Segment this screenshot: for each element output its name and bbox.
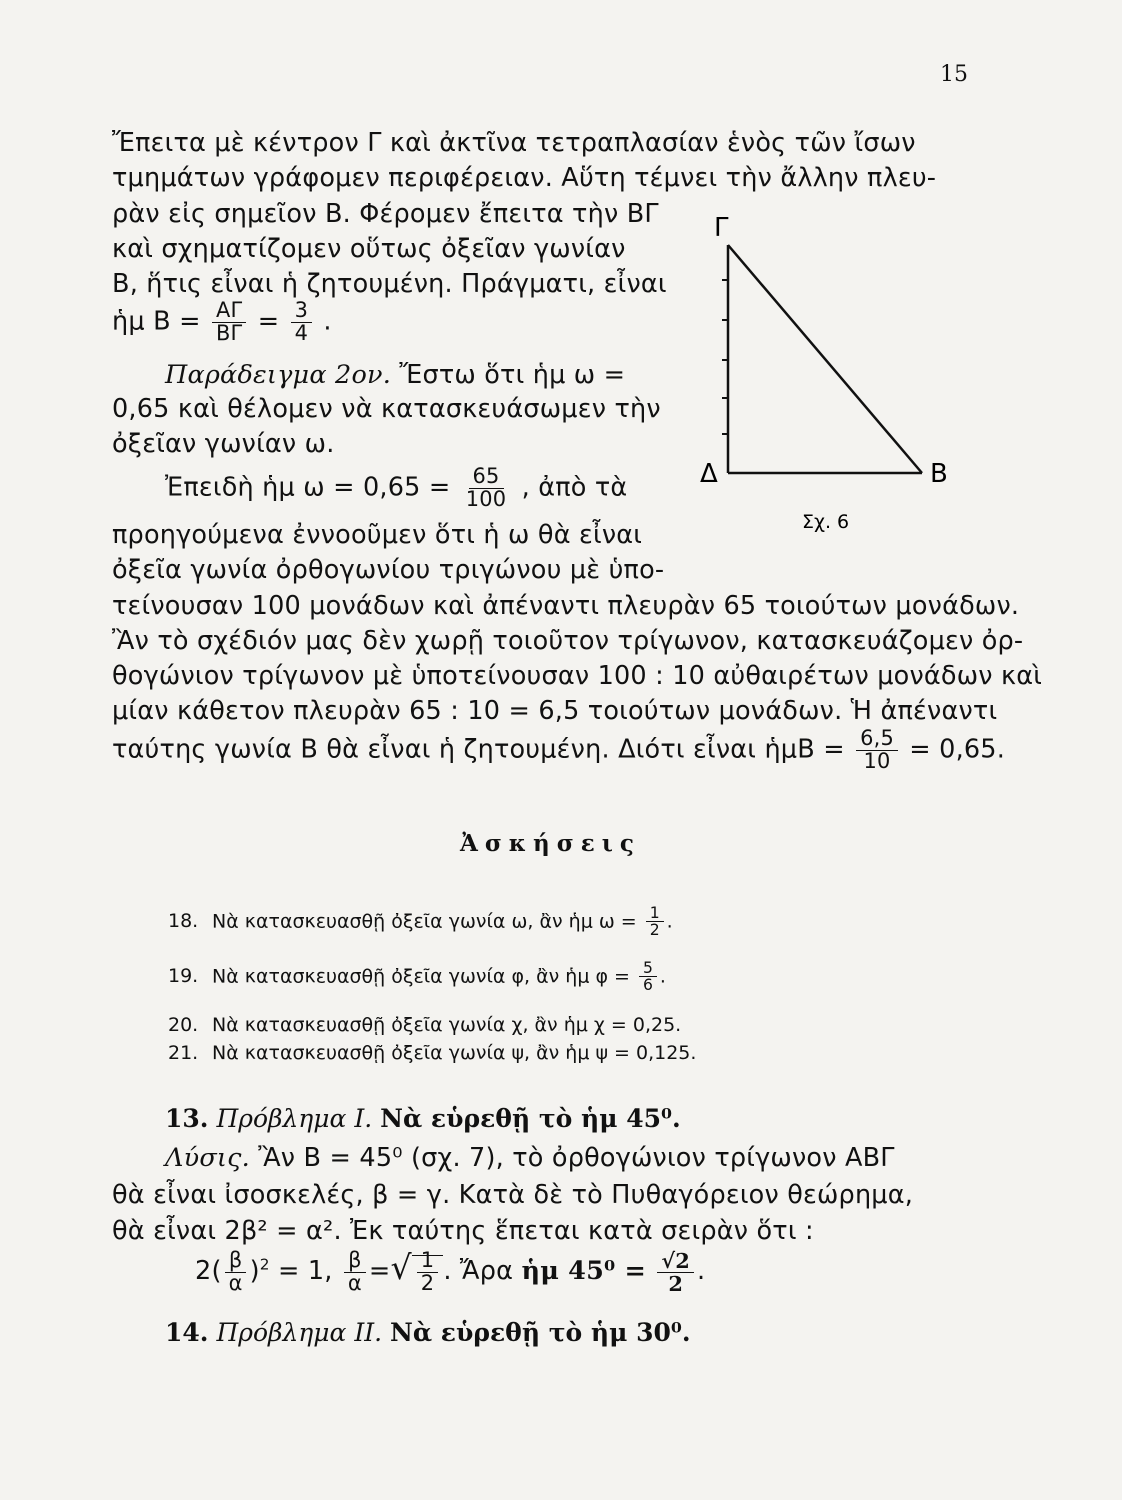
fraction-numerator: 6,5: [856, 728, 898, 751]
fraction-numerator: β: [344, 1250, 366, 1273]
fraction: [212, 300, 246, 345]
formula-text: = 1,: [277, 1256, 333, 1286]
figure-6: [690, 200, 980, 540]
solution-label: Λύσις.: [165, 1143, 250, 1173]
text-line: προηγούμενα ἐννοοῦμεν ὅτι ἡ ω θὰ εἶναι: [112, 520, 643, 550]
figure-caption: Σχ. 6: [802, 511, 850, 533]
exercise-text: Νὰ κατασκευασθῇ ὀξεῖα γωνία ψ, ἂν ἡμ ψ = 0,125.: [212, 1042, 697, 1064]
exercise-19: [168, 960, 666, 994]
problem-number: 14.: [165, 1318, 209, 1347]
fraction-numerator: 65: [469, 466, 504, 489]
exercise-text: Νὰ κατασκευασθῇ ὀξεῖα γωνία χ, ἂν ἡμ χ = 0,25.: [212, 1014, 682, 1036]
formula-line: [112, 728, 1005, 773]
fraction-denominator: 2: [420, 1270, 435, 1295]
text-line: θογώνιον τρίγωνον μὲ ὑποτείνουσαν 100 : 10 αὐθαιρέτων μονάδων καὶ: [112, 661, 1043, 691]
fraction-denominator: 4: [294, 320, 309, 345]
formula-line: [165, 466, 627, 511]
problem-13-heading: [165, 1104, 681, 1133]
text-line: θὰ εἶναι 2β² = α². Ἐκ ταύτης ἕπεται κατὰ σειρὰν ὅτι :: [112, 1216, 814, 1246]
paren-open: (: [211, 1256, 222, 1286]
fraction: [291, 300, 313, 345]
fraction-numerator: 5: [639, 960, 657, 977]
fraction: [639, 960, 657, 994]
example-text: Ἔστω ὅτι ἡμ ω =: [399, 360, 626, 390]
exercises-heading: Ἀσκήσεις: [460, 830, 641, 857]
fraction-numerator: β: [225, 1250, 247, 1273]
fraction-denominator: 2: [649, 921, 660, 940]
solution-line: [165, 1143, 895, 1173]
fraction-numerator: 3: [291, 300, 313, 323]
fraction-numerator: ΑΓ: [212, 300, 246, 323]
text-line: ὀξεῖαν γωνίαν ω.: [112, 429, 335, 459]
fraction-denominator: 10: [863, 748, 891, 773]
equals-sign: =: [368, 1256, 391, 1286]
problem-title: Νὰ εὑρεθῇ τὸ ἡμ 30⁰.: [390, 1318, 691, 1347]
fraction: [657, 1247, 694, 1296]
equals-sign: =: [257, 306, 280, 337]
formula-line: [195, 1248, 705, 1294]
fraction: [856, 728, 898, 773]
fraction-numerator: 1: [646, 905, 664, 922]
example-label: Παράδειγμα 2ον.: [165, 360, 392, 390]
text-line: Ἔπειτα μὲ κέντρον Γ καὶ ἀκτῖνα τετραπλασίαν ἑνὸς τῶν ἴσων: [112, 128, 916, 158]
triangle-diagram: [690, 200, 980, 540]
vertex-label-beta: Β: [930, 459, 948, 489]
exercise-21: [168, 1042, 696, 1064]
page-number: 15: [940, 62, 968, 87]
text-line: Ἂν τὸ σχέδιόν μας δὲν χωρῇ τοιοῦτον τρίγωνον, κατασκευάζομεν ὀρ-: [112, 626, 1024, 656]
sqrt-radicand: [412, 1247, 444, 1295]
exercise-number: 18.: [168, 910, 199, 933]
fraction-denominator: α: [347, 1270, 362, 1295]
fraction-numerator: 1: [417, 1250, 439, 1273]
text-line: θὰ εἶναι ἰσοσκελές, β = γ. Κατὰ δὲ τὸ Πυθαγόρειον θεώρημα,: [112, 1180, 914, 1210]
fraction-denominator: 100: [465, 486, 507, 511]
fraction-numerator: √2: [657, 1250, 694, 1273]
problem-title: Νὰ εὑρεθῇ τὸ ἡμ 45⁰.: [380, 1104, 681, 1133]
text-line: Β, ἥτις εἶναι ἡ ζητουμένη. Πράγματι, εἶναι: [112, 269, 667, 299]
problem-number: 13.: [165, 1104, 209, 1133]
exercise-text: Νὰ κατασκευασθῇ ὀξεῖα γωνία φ, ἂν ἡμ φ =: [212, 965, 630, 988]
formula-prefix: Ἐπειδὴ ἡμ ω = 0,65 =: [165, 472, 451, 503]
fraction-denominator: α: [228, 1270, 243, 1295]
sqrt-sign: √: [390, 1248, 412, 1287]
text-line: τμημάτων γράφομεν περιφέρειαν. Αὕτη τέμνει τὴν ἄλλην πλευ-: [112, 163, 937, 193]
text-line: μίαν κάθετον πλευρὰν 65 : 10 = 6,5 τοιούτων μονάδων. Ἡ ἀπέναντι: [112, 696, 998, 726]
formula-text: . Ἄρα: [443, 1256, 514, 1286]
fraction: [417, 1247, 439, 1295]
exercise-text: Νὰ κατασκευασθῇ ὀξεῖα γωνία ω, ἂν ἡμ ω =: [212, 910, 637, 933]
example-line: [165, 360, 625, 390]
formula-result: ἡμ 45⁰ =: [521, 1256, 647, 1286]
period: .: [697, 1256, 706, 1286]
problem-label: Πρόβλημα Ι.: [216, 1104, 373, 1133]
period: .: [659, 965, 666, 988]
exercise-18: [168, 905, 673, 939]
fraction-denominator: ΒΓ: [215, 320, 243, 345]
vertex-label-gamma: Γ: [714, 213, 729, 243]
exponent: 2: [259, 1255, 270, 1274]
formula-prefix: ταύτης γωνία Β θὰ εἶναι ἡ ζητουμένη. Διότι εἶναι ἡμΒ =: [112, 734, 845, 765]
exercise-number: 19.: [168, 965, 199, 988]
exercise-number: 21.: [168, 1042, 199, 1064]
fraction: [225, 1247, 247, 1295]
text-line: καὶ σχηματίζομεν οὕτως ὀξεῖαν γωνίαν: [112, 234, 626, 264]
formula-suffix: , ἀπὸ τὰ: [521, 472, 628, 503]
period: .: [666, 910, 673, 933]
text-line: τείνουσαν 100 μονάδων καὶ ἀπέναντι πλευρὰν 65 τοιούτων μονάδων.: [112, 591, 1020, 621]
vertex-label-delta: Δ: [700, 459, 718, 489]
text-line: ρὰν εἰς σημεῖον Β. Φέρομεν ἔπειτα τὴν ΒΓ: [112, 199, 659, 229]
fraction: [646, 905, 664, 939]
text-line: 0,65 καὶ θέλομεν νὰ κατασκευάσωμεν τὴν: [112, 394, 661, 424]
fraction-denominator: 2: [668, 1270, 684, 1296]
formula-coefficient: 2: [195, 1256, 212, 1286]
paren-close: ): [249, 1256, 260, 1286]
fraction: [344, 1247, 366, 1295]
period: .: [323, 306, 332, 337]
hypotenuse: [728, 245, 922, 473]
formula-line: [112, 300, 332, 345]
formula-prefix: ἡμ Β =: [112, 306, 201, 337]
fraction-denominator: 6: [642, 976, 653, 995]
exercise-number: 20.: [168, 1014, 199, 1036]
fraction: [462, 466, 511, 511]
solution-text: Ἂν Β = 45⁰ (σχ. 7), τὸ ὀρθογώνιον τρίγωνον ΑΒΓ: [258, 1143, 895, 1173]
problem-14-heading: [165, 1318, 691, 1347]
problem-label: Πρόβλημα ΙΙ.: [216, 1318, 383, 1347]
formula-suffix: = 0,65.: [909, 734, 1006, 765]
exercise-20: [168, 1014, 681, 1036]
text-line: ὀξεῖα γωνία ὀρθογωνίου τριγώνου μὲ ὑπο-: [112, 555, 665, 585]
